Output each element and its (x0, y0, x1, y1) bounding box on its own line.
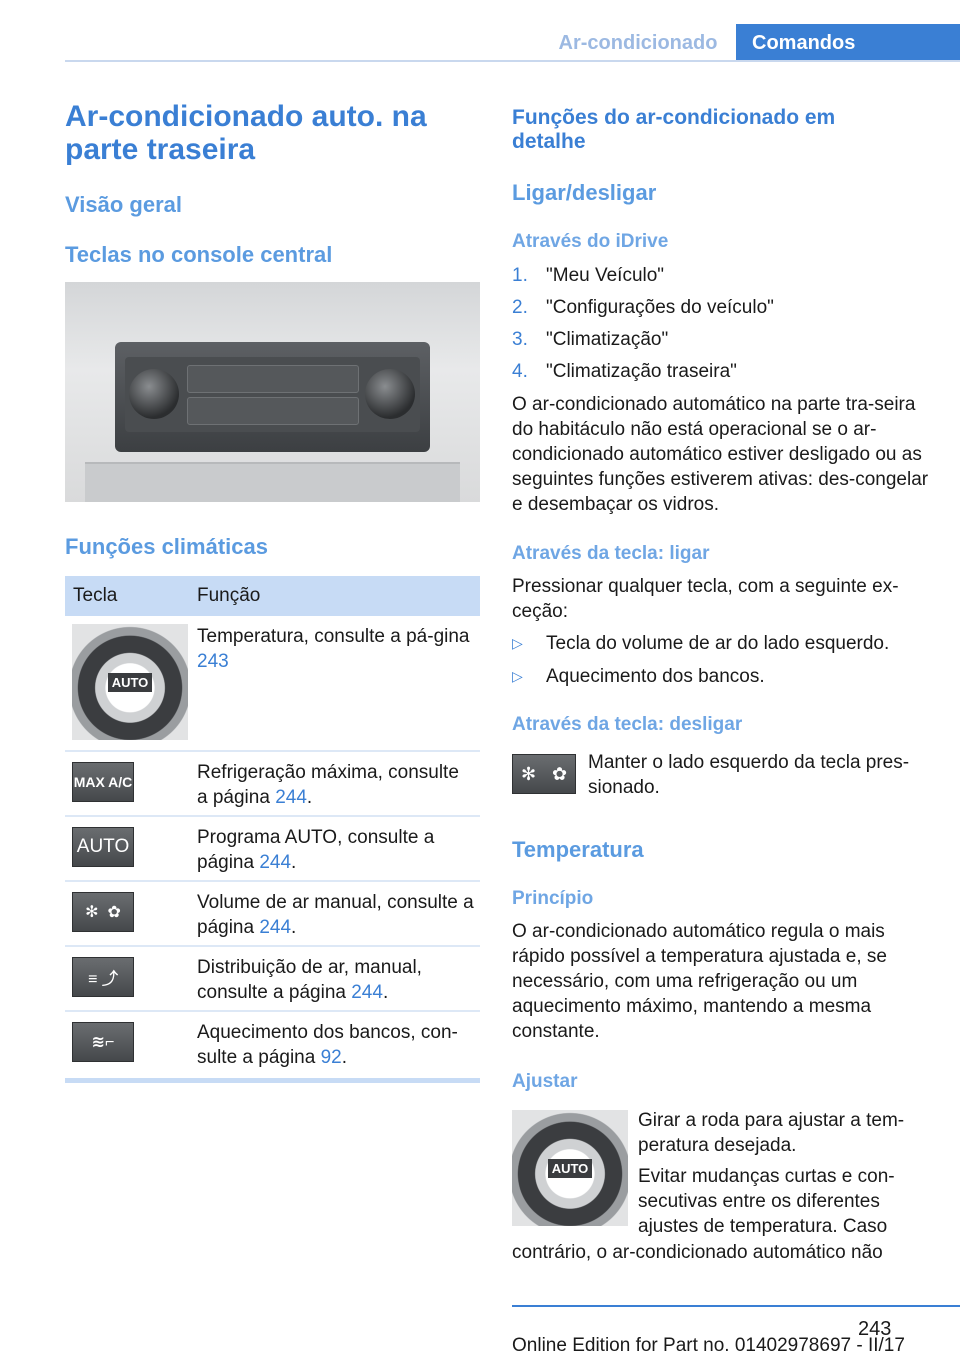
page-title: Ar-condicionado auto. na parte traseira (65, 100, 427, 166)
console-tray (85, 462, 460, 502)
keys-heading: Teclas no console central (65, 242, 333, 267)
table-row: AUTO Programa AUTO, consulte a página 244. (65, 817, 480, 882)
temperature-knob-icon: AUTO (72, 624, 188, 740)
table-row: ✻ ✿ Volume de ar manual, consulte a página 244. (65, 882, 480, 947)
header-tab-comandos[interactable]: Comandos (736, 24, 960, 62)
triangle-bullet-icon: ▷ (512, 668, 523, 684)
edition-note: Online Edition for Part no. 01402978697 - II/17 (512, 1335, 905, 1356)
principle-heading: Princípio (512, 888, 594, 909)
overview-heading: Visão geral (65, 192, 182, 217)
header-section: Ar-condicionado (558, 32, 718, 54)
table-row: AUTO Temperatura, consulte a pá-gina 243 (65, 616, 480, 752)
fan-off-icon: ✻ ✿ (72, 892, 134, 932)
key-on-text: Pressionar qualquer tecla, com a seguinte ex-ceção: (512, 576, 899, 622)
lower-button-row (187, 397, 359, 425)
key-off-text: Manter o lado esquerdo da tecla pres-sionado. (588, 752, 910, 798)
seat-heating-icon: ≋⌐ (72, 1022, 134, 1062)
key-on-heading: Através da tecla: ligar (512, 543, 710, 564)
control-panel (115, 342, 430, 452)
page-link[interactable]: 244 (259, 852, 292, 873)
col-function: Função (197, 585, 261, 606)
onoff-heading: Ligar/desligar (512, 180, 657, 205)
list-item: 3. "Climatização" (512, 329, 669, 350)
adjust-text-1: Girar a roda para ajustar a tem-peratura desejada. (638, 1110, 905, 1156)
console-illustration (65, 282, 480, 502)
adjust-text-2: Evitar mudanças curtas e con-secutivas entre os diferentes ajustes de temperatura. Caso (638, 1166, 895, 1237)
exceptions-list (512, 631, 932, 697)
auto-icon: AUTO (72, 827, 134, 867)
functions-table (65, 576, 480, 1083)
air-distribution-icon: ≡ ⤴ (72, 957, 134, 997)
page-link[interactable]: 244 (259, 917, 292, 938)
list-item: 2. "Configurações do veículo" (512, 297, 774, 318)
key-off-heading: Através da tecla: desligar (512, 714, 743, 735)
page-link[interactable]: 92 (320, 1047, 342, 1068)
upper-button-row (187, 365, 359, 393)
fan-off-key-icon: ✻ ✿ (512, 754, 576, 794)
list-item: ▷ Aquecimento dos bancos. (512, 666, 765, 687)
triangle-bullet-icon: ▷ (512, 635, 523, 651)
list-item: 1. "Meu Veículo" (512, 265, 665, 286)
footer-rule (512, 1305, 960, 1307)
max-ac-icon: MAX A/C (72, 762, 134, 802)
idrive-note: O ar-condicionado automático na parte tra-seira do habitáculo não está operacional se o ar-condicionado automático estiver desligado ou as seguintes funções estiverem ativas: des-congelar e desembaçar os vidros. (512, 394, 929, 515)
functions-heading: Funções do ar-condicionado em detalhe (512, 106, 836, 153)
table-header (65, 576, 480, 616)
page-link[interactable]: 244 (275, 787, 307, 808)
adjust-heading: Ajustar (512, 1071, 578, 1092)
left-knob (129, 369, 179, 419)
idrive-steps (512, 263, 932, 391)
climate-heading: Funções climáticas (65, 534, 268, 559)
header-divider (65, 60, 960, 62)
adjust-text-3: contrário, o ar-condicionado automático não (512, 1242, 883, 1263)
temperature-knob-icon: AUTO (512, 1110, 628, 1226)
page-link[interactable]: 244 (351, 982, 383, 1003)
page-link[interactable]: 243 (197, 651, 229, 672)
col-key: Tecla (73, 585, 118, 606)
table-row: MAX A/C Refrigeração máxima, consulte a página 244. (65, 752, 480, 817)
page-number: 243 (858, 1318, 892, 1340)
idrive-heading: Através do iDrive (512, 231, 669, 252)
list-item: 4. "Climatização traseira" (512, 361, 737, 382)
temperature-heading: Temperatura (512, 837, 644, 862)
right-knob (365, 369, 415, 419)
list-item: ▷ Tecla do volume de ar do lado esquerdo. (512, 633, 890, 654)
table-row: ≋⌐ Aquecimento dos bancos, con-sulte a página 92. (65, 1012, 480, 1078)
table-end-rule (65, 1078, 480, 1083)
principle-text: O ar-condicionado automático regula o mais rápido possível a temperatura ajustada e, se necessário, com uma refrigeração ou um aquecimento máximo, mantendo a mesma constante. (512, 921, 887, 1042)
table-row: ≡ ⤴ Distribuição de ar, manual, consulte a página 244. (65, 947, 480, 1012)
